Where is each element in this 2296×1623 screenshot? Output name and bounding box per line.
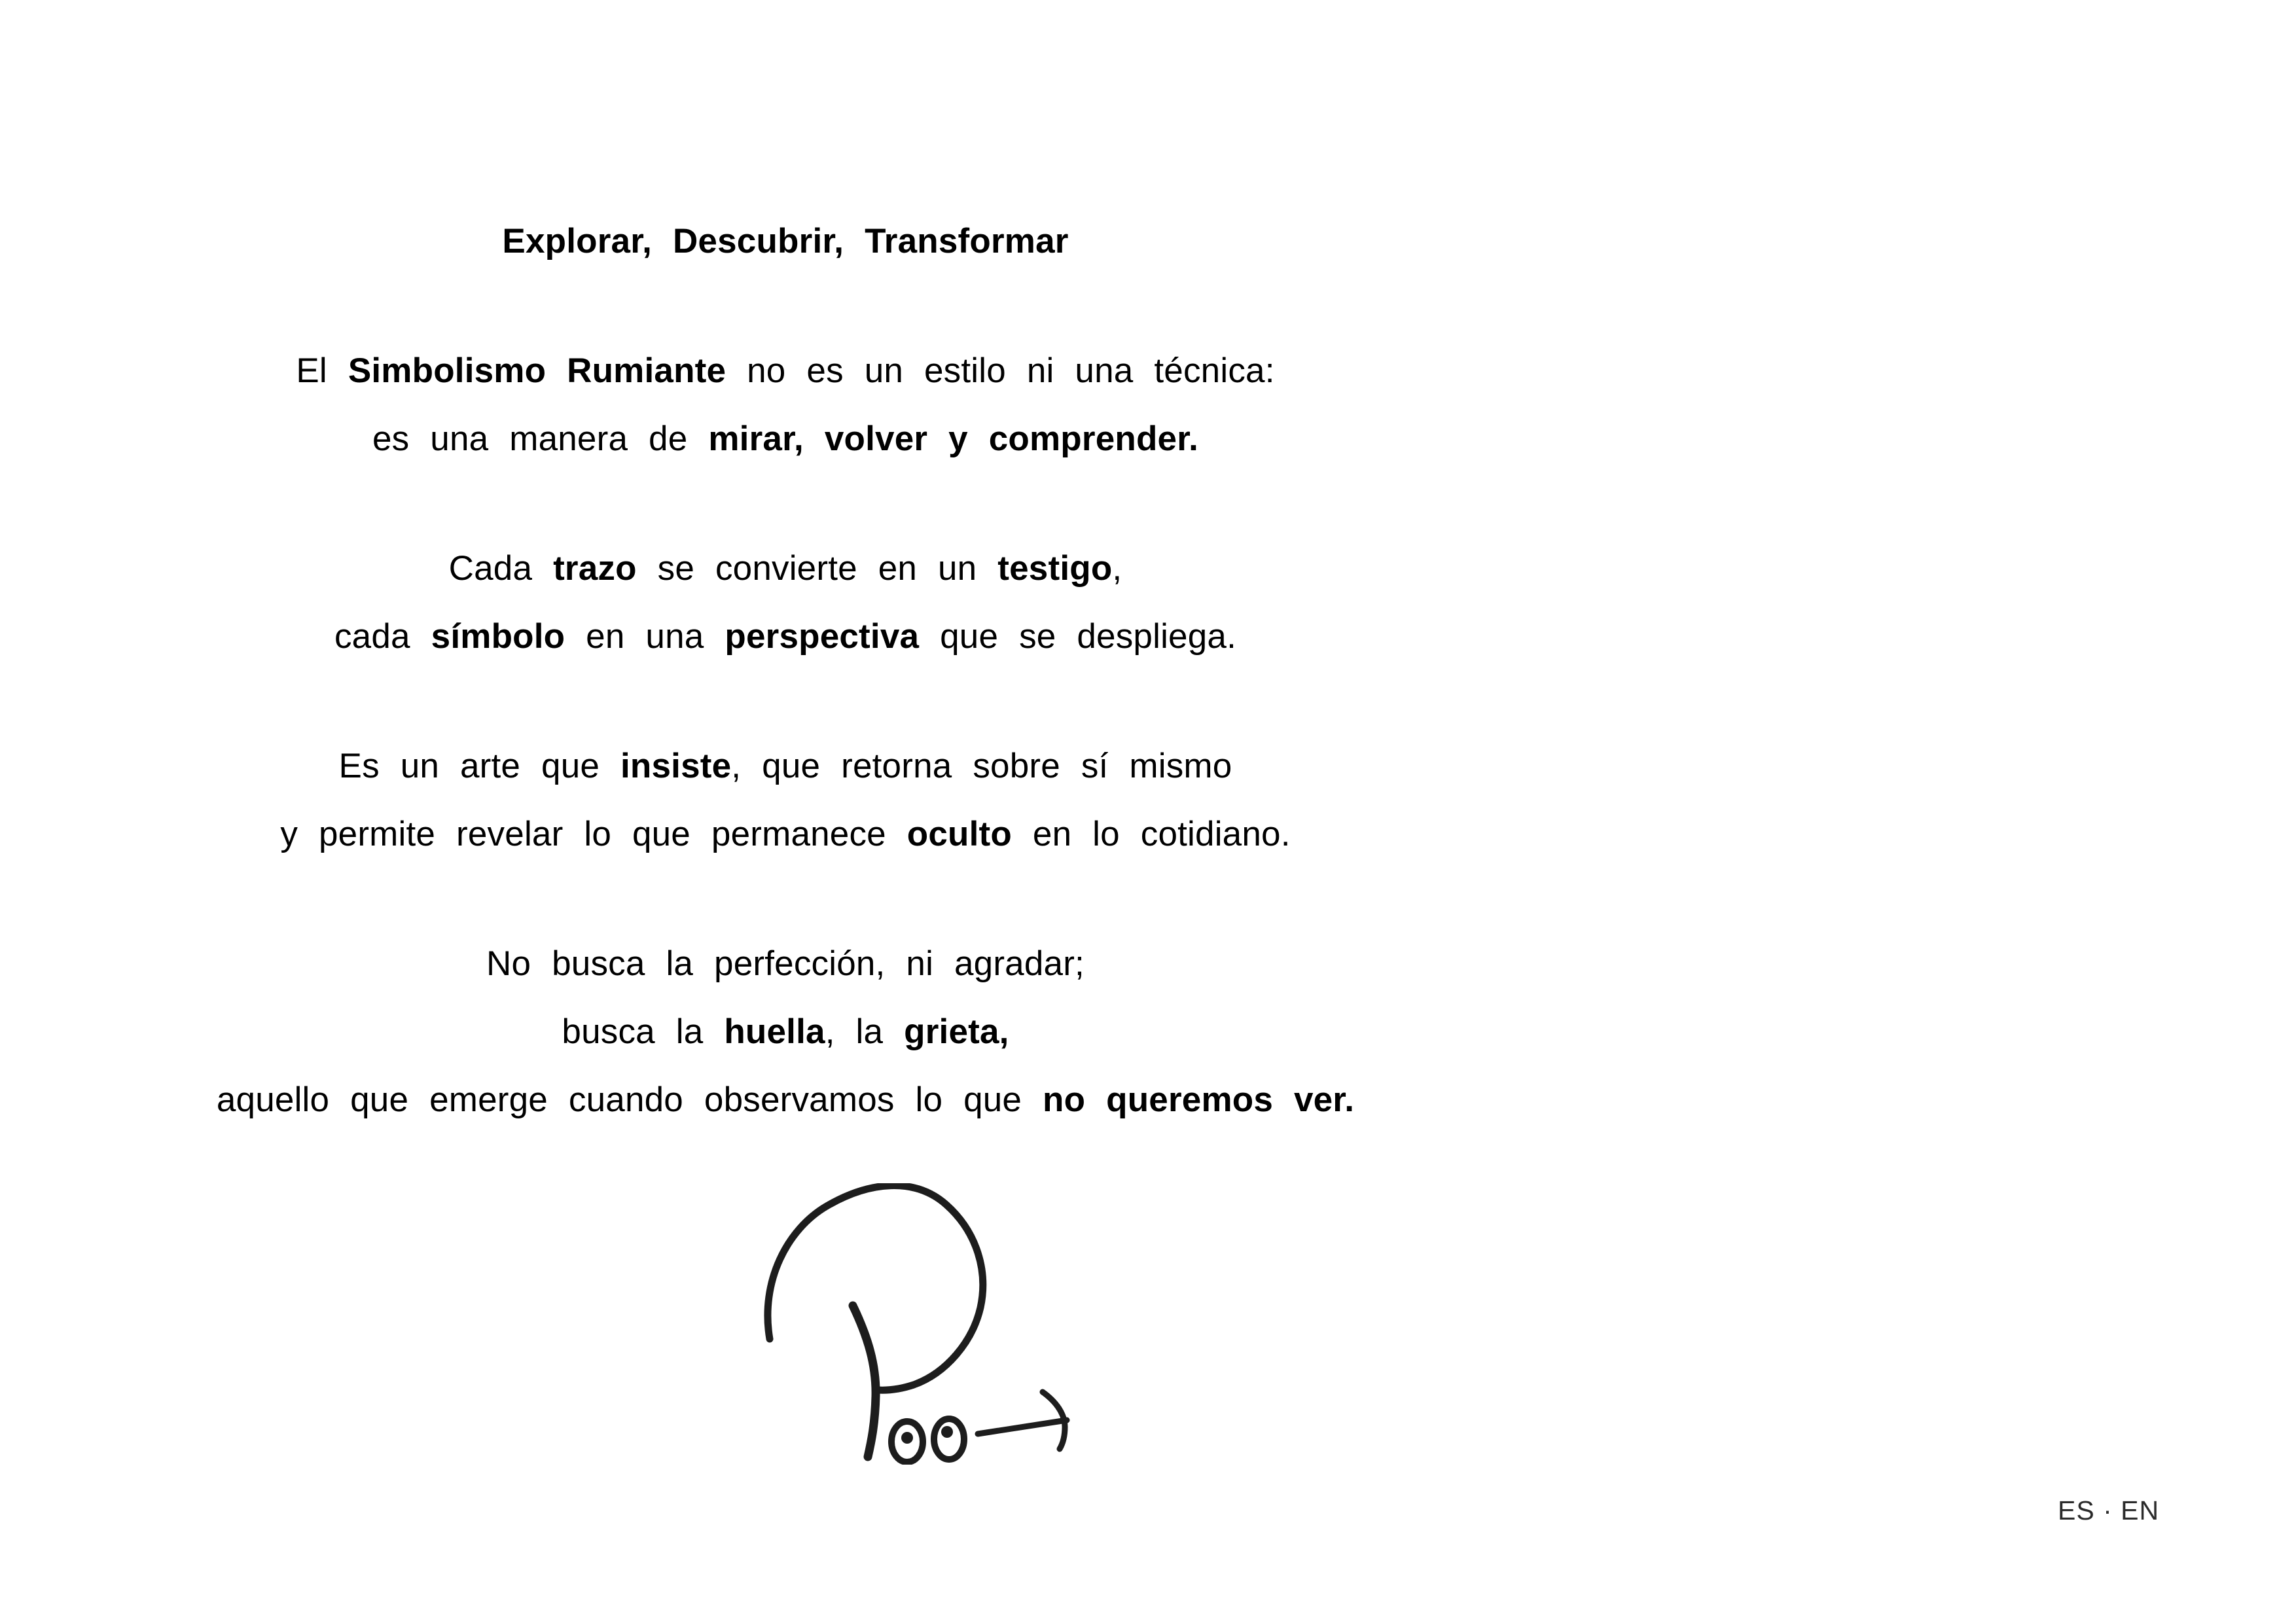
text-segment: oculto: [906, 815, 1012, 853]
text-segment: Simbolismo Rumiante: [348, 351, 726, 390]
text-line: [0, 405, 1571, 473]
signature-right-eye-icon: [934, 1419, 964, 1459]
text-segment: no queremos ver.: [1043, 1080, 1355, 1119]
text-segment: No busca la perfección, ni agradar;: [486, 944, 1085, 983]
text-segment: Cada: [448, 549, 554, 588]
text-segment: es una manera de: [372, 419, 709, 458]
page-title-text: Explorar, Descubrir, Transformar: [502, 222, 1069, 260]
text-segment: ,: [1112, 549, 1122, 588]
page-title: [0, 207, 1571, 276]
text-line: [0, 800, 1571, 868]
text-segment: testigo: [997, 549, 1113, 588]
text-line: [0, 930, 1571, 998]
text-line: [0, 337, 1571, 405]
text-line: [0, 535, 1571, 603]
language-switcher[interactable]: ES · EN: [2058, 1495, 2160, 1525]
paragraph-1: [0, 337, 1571, 473]
text-line: [0, 998, 1571, 1066]
text-segment: cada: [334, 617, 431, 656]
manifesto-text: [0, 207, 1571, 1134]
text-line: [0, 732, 1571, 800]
signature-left-pupil-icon: [901, 1432, 913, 1444]
text-segment: símbolo: [431, 617, 565, 656]
text-segment: y permite revelar lo que permanece: [280, 815, 907, 853]
text-segment: no es un estilo ni una técnica:: [726, 351, 1275, 390]
text-segment: en una: [565, 617, 725, 656]
text-segment: insiste: [620, 747, 732, 785]
text-segment: , que retorna sobre sí mismo: [731, 747, 1232, 785]
paragraph-2: [0, 535, 1571, 671]
text-segment: El: [296, 351, 348, 390]
text-segment: perspectiva: [725, 617, 920, 656]
text-line: [0, 603, 1571, 671]
text-segment: Es un arte que: [338, 747, 620, 785]
text-segment: que se despliega.: [919, 617, 1236, 656]
text-segment: se convierte en un: [636, 549, 998, 588]
paragraph-4: [0, 930, 1571, 1134]
signature-arrow-shaft: [978, 1420, 1067, 1434]
text-segment: huella: [724, 1012, 825, 1051]
text-line: [0, 1066, 1571, 1134]
text-segment: trazo: [553, 549, 637, 588]
text-segment: en lo cotidiano.: [1011, 815, 1291, 853]
paragraph-3: [0, 732, 1571, 868]
text-segment: busca la: [562, 1012, 725, 1051]
signature-p-stem: [853, 1306, 876, 1457]
text-segment: , la: [825, 1012, 905, 1051]
signature-drawing-icon: [761, 1183, 1075, 1465]
text-segment: grieta,: [904, 1012, 1009, 1051]
text-segment: aquello que emerge cuando observamos lo que: [216, 1080, 1043, 1119]
signature-right-pupil-icon: [941, 1426, 953, 1438]
text-segment: mirar, volver y comprender.: [708, 419, 1199, 458]
